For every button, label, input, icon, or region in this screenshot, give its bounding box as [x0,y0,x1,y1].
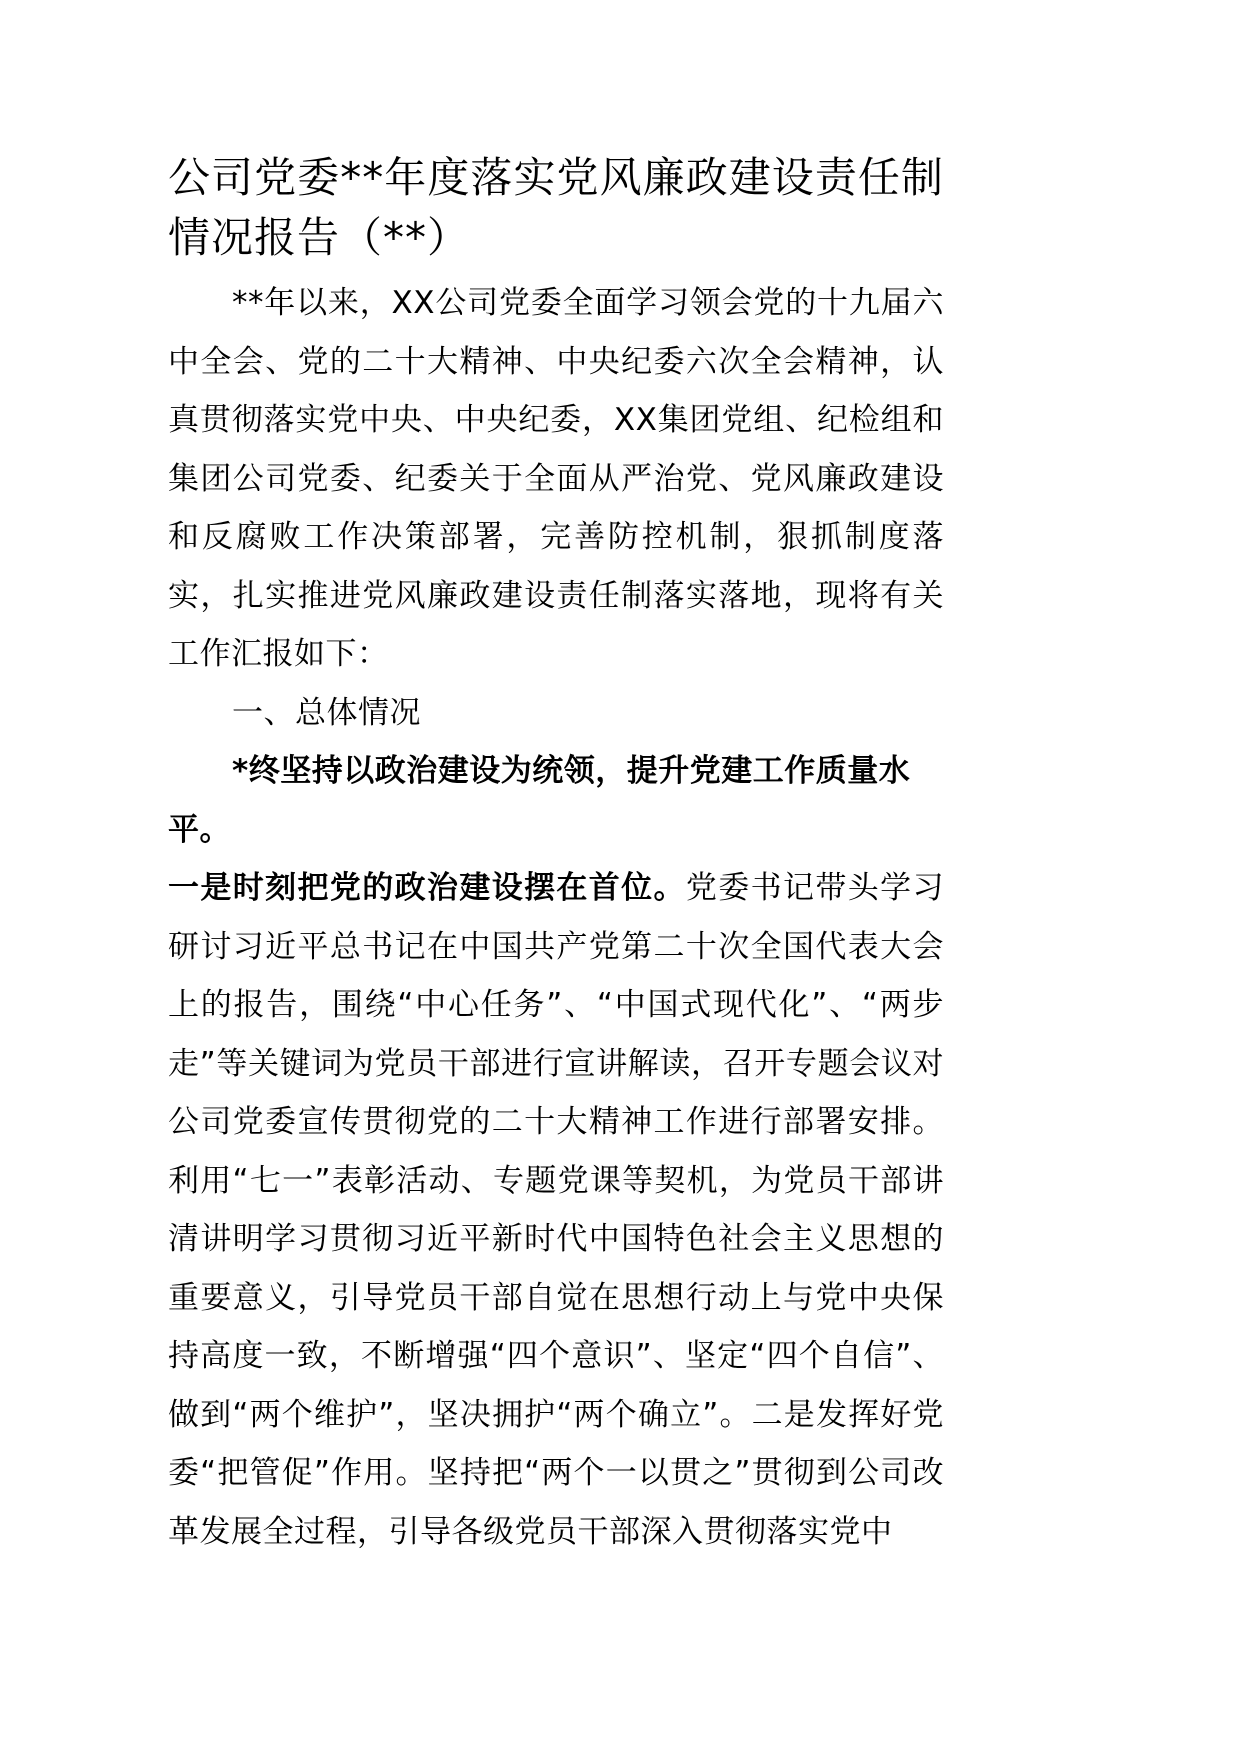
section-heading-overview: 一、总体情况 [232,694,421,731]
point-lead-text: 一是时刻把党的政治建设摆在首位。 [168,870,686,906]
point-paragraph-1 [168,859,944,1561]
subsection-heading-political-building: *终坚持以政治建设为统领，提升党建工作质量水平。 [168,753,911,848]
point-body-text: 党委书记带头学习研讨习近平总书记在中国共产党第二十次全国代表大会上的报告，围绕“中心任务”、“中国式现代化”、“两步走”等关键词为党员干部进行宣讲解读，召开专题会议对公司党委宣传贯彻党的二十大精神工作进行部署安排。利用“七一”表彰活动、专题党课等契机，为党员干部讲清讲明学习贯彻习近平新时代中国特色社会主义思想的重要意义，引导党员干部自觉在思想行动上与党中央保持高度一致，不断增强“四个意识”、坚定“四个自信”、做到“两个维护”，坚决拥护“两个确立”。二是发挥好党委“把管促”作用。坚持把“两个一以贯之”贯彻到公司改革发展全过程，引导各级党员干部深入贯彻落实党中 [168,870,945,1550]
document-title: 公司党委**年度落实党风廉政建设责任制情况报告（**） [168,153,944,262]
intro-paragraph: **年以来，XX公司党委全面学习领会党的十九届六中全会、党的二十大精神、中央纪委六次全会精神，认真贯彻落实党中央、中央纪委，XX集团党组、纪检组和集团公司党委、纪委关于全面从严治党、党风廉政建设和反腐败工作决策部署，完善防控机制，狠抓制度落实，扎实推进党风廉政建设责任制落实落地，现将有关工作汇报如下： [168,285,944,672]
document-page [168,148,944,1561]
